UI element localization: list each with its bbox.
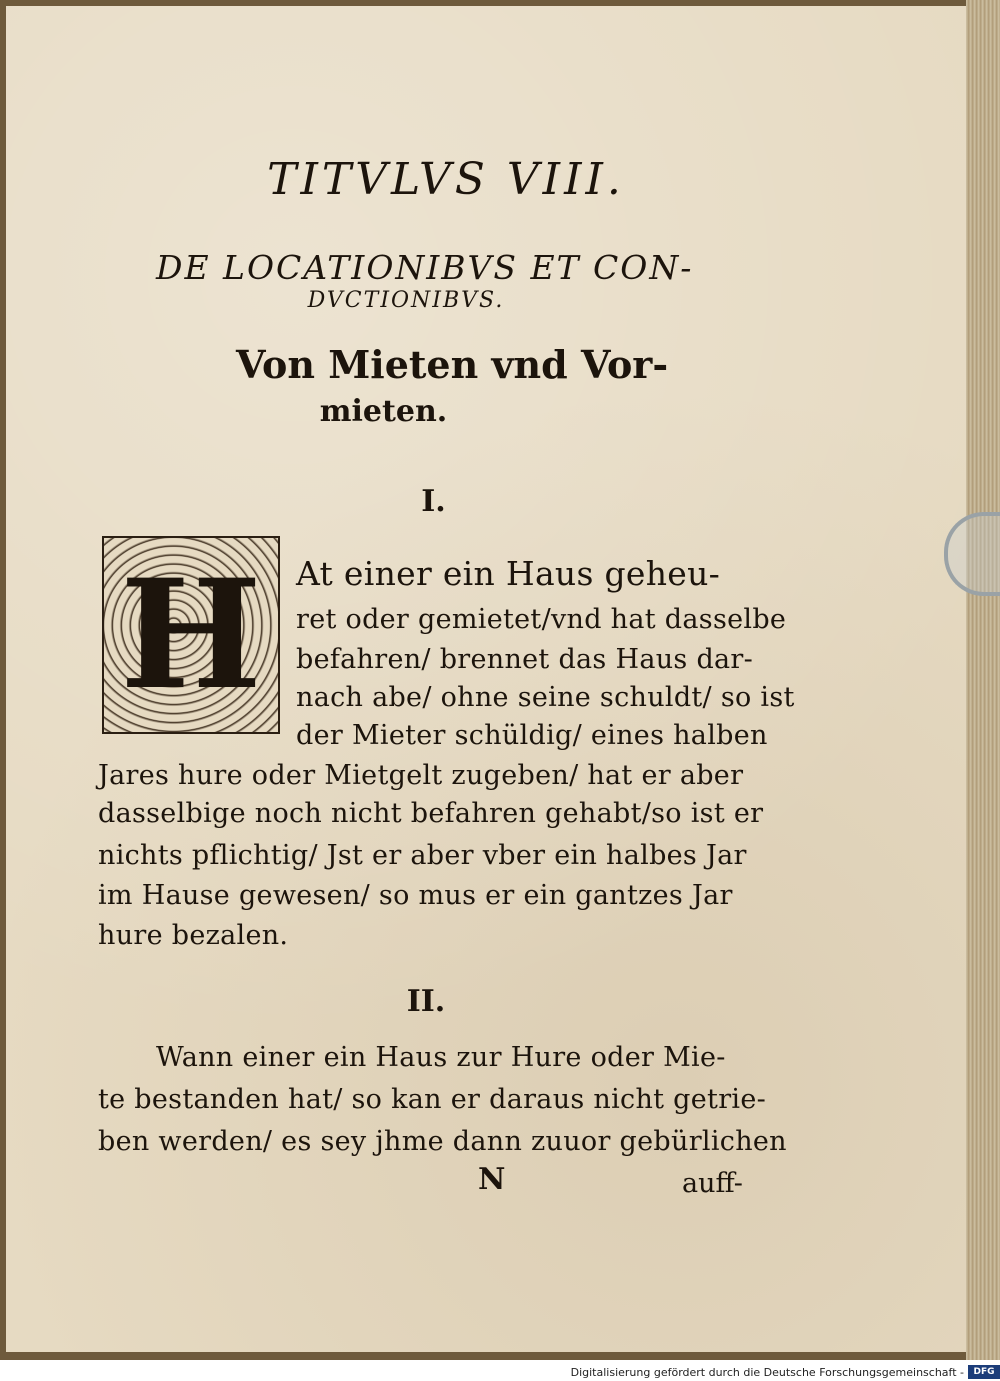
book-page bbox=[6, 6, 966, 1352]
initial-letter: H bbox=[120, 547, 262, 723]
section-number-1: I. bbox=[421, 484, 446, 519]
text-line: dasselbige noch nicht befahren gehabt/so ist er bbox=[98, 798, 764, 829]
page-edges bbox=[966, 0, 1000, 1360]
text-line: ben werden/ es sey jhme dann zuuor gebürlichen bbox=[98, 1126, 787, 1157]
text-line: te bestanden hat/ so kan er daraus nicht getrie- bbox=[98, 1084, 767, 1115]
latin-title-line-2: DVCTIONIBVS. bbox=[307, 288, 505, 313]
text-line: nichts pflichtig/ Jst er aber vber ein halbes Jar bbox=[98, 840, 747, 871]
dfg-logo-icon: DFG bbox=[968, 1365, 1000, 1379]
footer-text: Digitalisierung gefördert durch die Deutsche Forschungsgemeinschaft - bbox=[570, 1365, 964, 1379]
text-line: nach abe/ ohne seine schuldt/ so ist bbox=[296, 682, 795, 713]
text-line: der Mieter schüldig/ eines halben bbox=[296, 720, 768, 751]
text-line: ret oder gemietet/vnd hat dasselbe bbox=[296, 604, 787, 635]
section-number-2: II. bbox=[406, 984, 446, 1019]
text-line: befahren/ brennet das Haus dar- bbox=[296, 644, 754, 675]
page-content bbox=[6, 6, 972, 1358]
text-line: Jares hure oder Mietgelt zugeben/ hat er aber bbox=[98, 760, 744, 791]
text-line: hure bezalen. bbox=[98, 920, 289, 951]
text-line: Wann einer ein Haus zur Hure oder Mie- bbox=[156, 1042, 726, 1073]
text-line: At einer ein Haus geheu- bbox=[296, 554, 721, 593]
latin-title-line-1: DE LOCATIONIBVS ET CON- bbox=[156, 248, 694, 287]
german-title-line-2: mieten. bbox=[319, 394, 448, 429]
signature-mark: N bbox=[478, 1162, 506, 1197]
title-titulus: TITVLVS VIII. bbox=[267, 154, 625, 205]
text-line: im Hause gewesen/ so mus er ein gantzes Jar bbox=[98, 880, 733, 911]
catchword: auff- bbox=[682, 1168, 743, 1199]
footer-credit bbox=[571, 1363, 1000, 1381]
decorated-initial bbox=[102, 536, 280, 734]
german-title-line-1: Von Mieten vnd Vor- bbox=[236, 342, 669, 387]
